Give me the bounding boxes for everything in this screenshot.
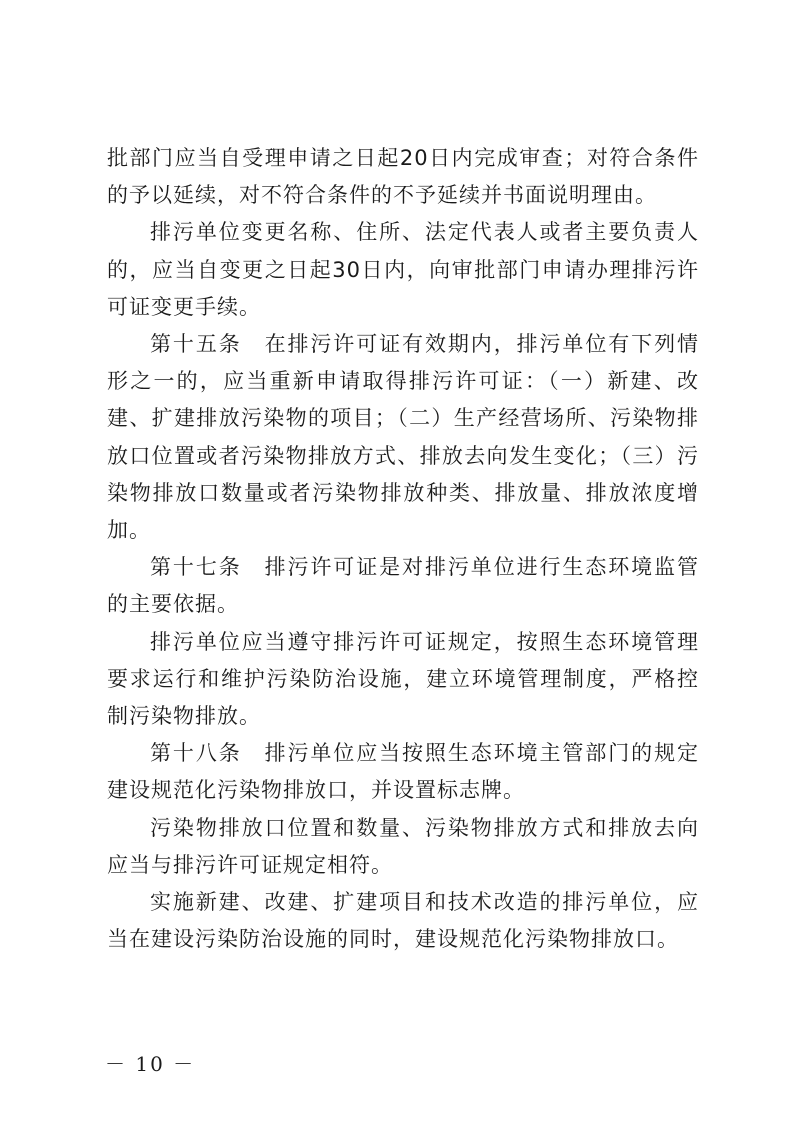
paragraph-2: 排污单位变更名称、住所、法定代表人或者主要负责人的，应当自变更之日起30日内，向审批部门申请办理排污许可证变更手续。 <box>107 220 699 319</box>
page-number: － 10 － <box>105 1052 196 1076</box>
paragraph-7: 污染物排放口位置和数量、污染物排放方式和排放去向应当与排污许可证规定相符。 <box>107 815 699 877</box>
document-body <box>107 140 699 958</box>
paragraph-article-15: 第十五条 在排污许可证有效期内，排污单位有下列情形之一的，应当重新申请取得排污许可证：（一）新建、改建、扩建排放污染物的项目；（二）生产经营场所、污染物排放口位置或者污染物排放方式、排放去向发生变化；（三）污染物排放口数量或者污染物排放种类、排放量、排放浓度增加。 <box>107 332 699 543</box>
paragraph-1: 批部门应当自受理申请之日起20日内完成审查；对符合条件的予以延续，对不符合条件的不予延续并书面说明理由。 <box>107 146 699 208</box>
paragraph-article-18: 第十八条 排污单位应当按照生态环境主管部门的规定建设规范化污染物排放口，并设置标志牌。 <box>107 741 699 803</box>
paragraph-5: 排污单位应当遵守排污许可证规定，按照生态环境管理要求运行和维护污染防治设施，建立环境管理制度，严格控制污染物排放。 <box>107 629 699 729</box>
paragraph-article-17: 第十七条 排污许可证是对排污单位进行生态环境监管的主要依据。 <box>107 555 699 617</box>
paragraph-8: 实施新建、改建、扩建项目和技术改造的排污单位，应当在建设污染防治设施的同时，建设规范化污染物排放口。 <box>107 890 699 952</box>
